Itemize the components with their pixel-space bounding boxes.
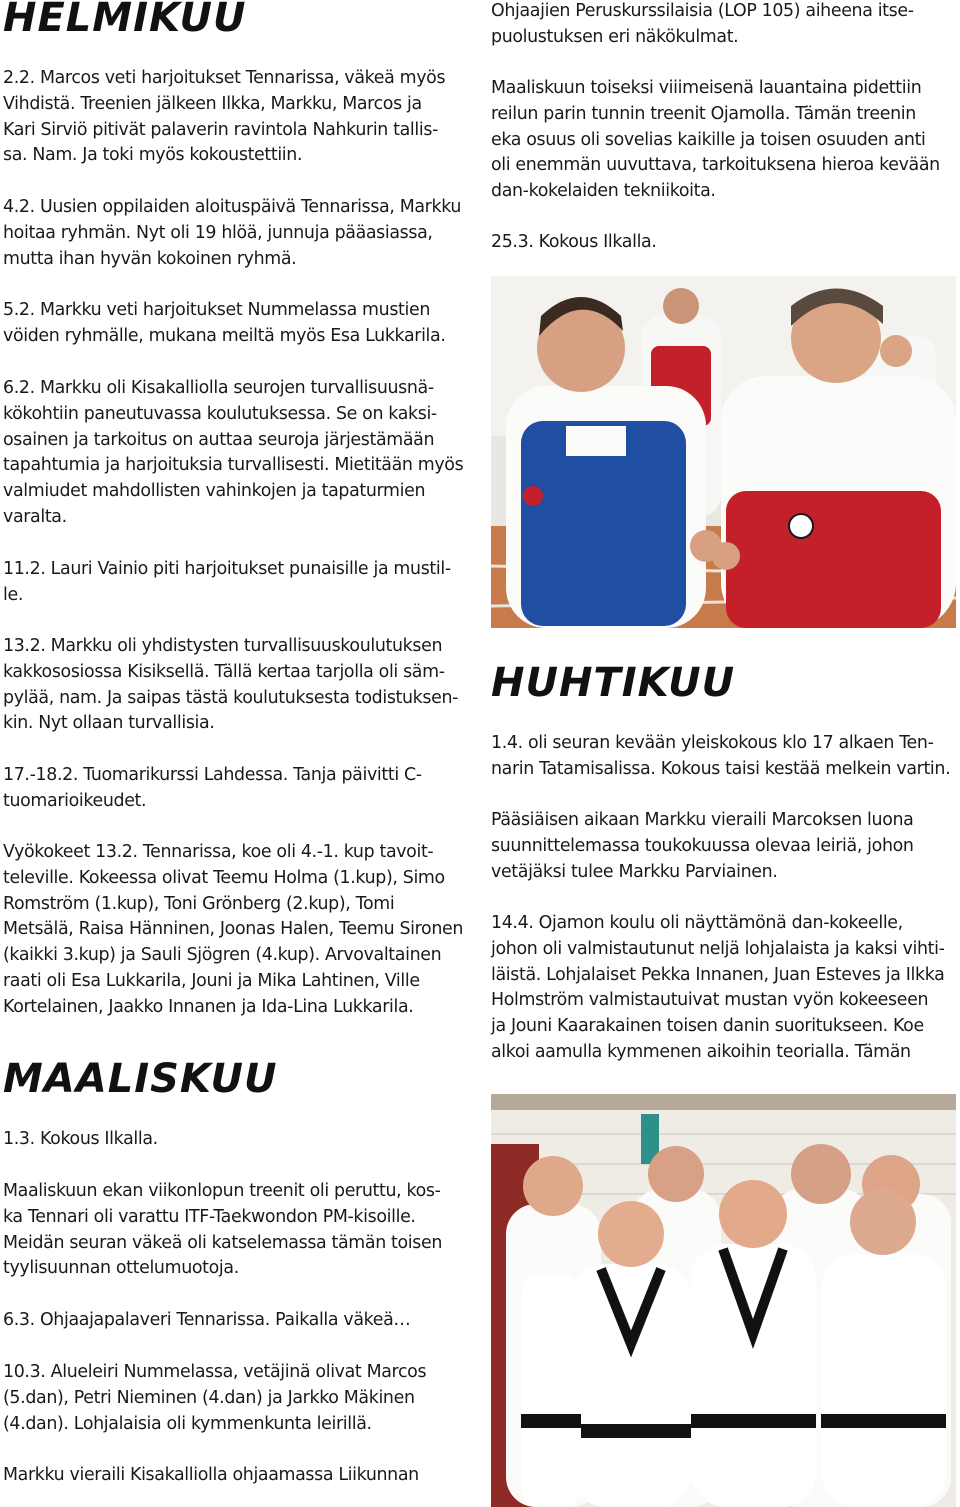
heading-maaliskuu: MAALISKUU	[3, 1056, 278, 1102]
photo-group-dan-exam-illustration	[491, 1094, 956, 1507]
paragraph-helmikuu-8: Vyökokeet 13.2. Tennarissa, koe oli 4.-1. kup tavoit- televille. Kokeessa olivat Teemu Holma (1.kup), Simo Romström (1.kup), Toni Grönberg (2.kup), Tomi Metsälä, Raisa Hänninen, Joonas Halen, Teemu Sironen (kaikki 3.kup) ja Sauli Sjögren (4.kup). Arvovaltainen raati oli Esa Lukkarila, Jouni ja Mika Lahtinen, Ville Kortelainen, Jaakko Innanen ja Ida-Lina Lukkarila.	[3, 842, 464, 1017]
paragraph-huhtikuu-2: Pääsiäisen aikaan Markku vieraili Marcoksen luona suunnittelemassa toukokuussa olevaa leiriä, johon vetäjäksi tulee Markku Parviainen.	[491, 810, 914, 882]
paragraph-helmikuu-7: 17.-18.2. Tuomarikurssi Lahdessa. Tanja päivitti C- tuomarioikeudet.	[3, 765, 422, 811]
paragraph-helmikuu-1: 2.2. Marcos veti harjoitukset Tennarissa, väkeä myös Vihdistä. Treenien jälkeen Ilkka, Markku, Marcos ja Kari Sirviö pitivät palaverin ravintola Nahkurin tallis- sa. Nam. Ja toki myös kokoustettiin.	[3, 68, 446, 166]
paragraph-maaliskuu-5: Markku vieraili Kisakalliolla ohjaamassa Liikunnan	[3, 1465, 419, 1485]
paragraph-right-1: Ohjaajien Peruskurssilaisia (LOP 105) aiheena itse- puolustuksen eri näkökulmat.	[491, 1, 914, 47]
paragraph-maaliskuu-3: 6.3. Ohjaajapalaveri Tennarissa. Paikalla väkeä…	[3, 1310, 411, 1330]
paragraph-maaliskuu-1: 1.3. Kokous Ilkalla.	[3, 1129, 158, 1149]
paragraph-helmikuu-6: 13.2. Markku oli yhdistysten turvallisuuskoulutuksen kakkososiossa Kisiksellä. Tällä kertaa tarjolla oli säm- pylää, nam. Ja saipas tästä koulutuksesta todistuksen- kin. Nyt ollaan turvallisia.	[3, 636, 459, 734]
heading-helmikuu: HELMIKUU	[3, 0, 247, 41]
paragraph-helmikuu-2: 4.2. Uusien oppilaiden aloituspäivä Tennarissa, Markku hoitaa ryhmän. Nyt oli 19 hlöä, junnuja pääasiassa, mutta ihan hyvän kokoinen ryhmä.	[3, 197, 462, 269]
paragraph-maaliskuu-4: 10.3. Alueleiri Nummelassa, vetäjinä olivat Marcos (5.dan), Petri Nieminen (4.dan) ja Jarkko Mäkinen (4.dan). Lohjalaisia oli kymmenkunta leirillä.	[3, 1362, 427, 1434]
paragraph-helmikuu-3: 5.2. Markku veti harjoitukset Nummelassa mustien vöiden ryhmälle, mukana meiltä myös Esa Lukkarila.	[3, 300, 446, 346]
paragraph-right-3: 25.3. Kokous Ilkalla.	[491, 232, 657, 252]
paragraph-maaliskuu-2: Maaliskuun ekan viikonlopun treenit oli peruttu, kos- ka Tennari oli varattu ITF-Taekwondon PM-kisoille. Meidän seuran väkeä oli katselemassa tämän toisen tyylisuunnan ottelumuotoja.	[3, 1181, 443, 1279]
paragraph-right-2: Maaliskuun toiseksi viiimeisenä lauantaina pidettiin reilun parin tunnin treenit Ojamolla. Tämän treenin eka osuus oli sovelias kaikille ja toisen osuuden anti oli enemmän uuvuttava, tarkoituksena hieroa kevään dan-kokelaiden tekniikoita.	[491, 78, 940, 202]
paragraph-huhtikuu-3: 14.4. Ojamon koulu oli näyttämönä dan-kokeelle, johon oli valmistautunut neljä lohjalaista ja kaksi vihti- läistä. Lohjalaiset Pekka Innanen, Juan Esteves ja Ilkka Holmström valmistautuivat mustan vyön kokeeseen ja Jouni Kaarakainen toisen danin suoritukseen. Koe alkoi aamulla kymmenen aikoihin teorialla. Tämän	[491, 913, 945, 1062]
photo-group-dan-exam	[491, 1094, 956, 1507]
heading-huhtikuu: HUHTIKUU	[491, 660, 736, 706]
photo-protective-vests-illustration	[491, 276, 956, 628]
paragraph-helmikuu-5: 11.2. Lauri Vainio piti harjoitukset punaisille ja mustil- le.	[3, 559, 451, 605]
photo-protective-vests	[491, 276, 956, 628]
paragraph-helmikuu-4: 6.2. Markku oli Kisakalliolla seurojen turvallisuusnä- kökohtiin paneutuvassa koulutuksessa. Se on kaksi- osainen ja tarkoitus on auttaa seuroja järjestämään tapahtumia ja harjoituksia turvallisesti. Mietitään myös valmiudet mahdollisten vahinkojen ja tapaturmien varalta.	[3, 378, 464, 527]
paragraph-huhtikuu-1: 1.4. oli seuran kevään yleiskokous klo 17 alkaen Ten- narin Tatamisalissa. Kokous taisi kestää melkein vartin.	[491, 733, 951, 779]
